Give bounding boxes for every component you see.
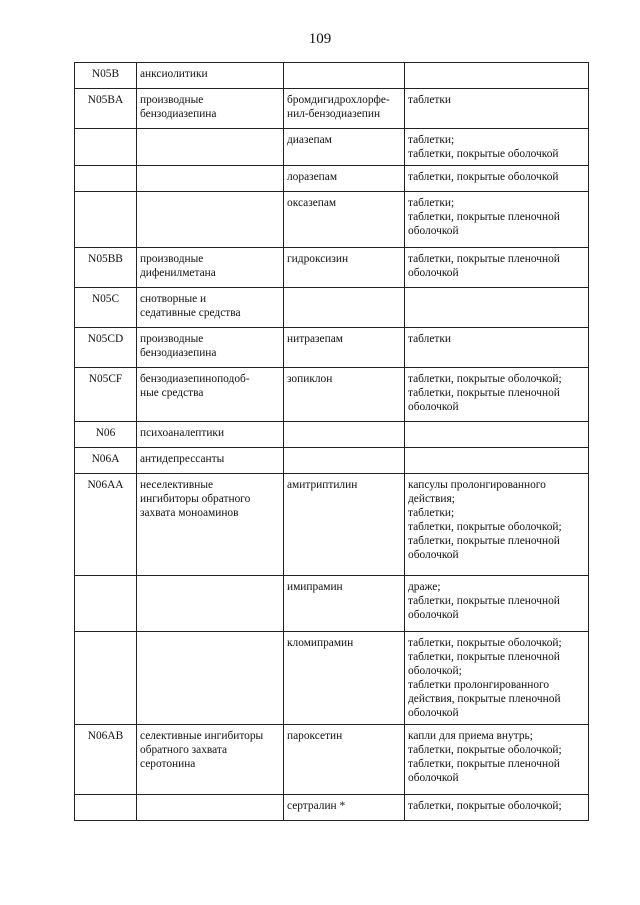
- atc-code-cell: N05CD: [75, 328, 137, 368]
- group-cell: [137, 89, 284, 129]
- group-line: дифенилметана: [140, 267, 216, 279]
- atc-code-cell: N06AB: [75, 725, 137, 795]
- dosage-form-line: таблетки;: [408, 197, 455, 209]
- drug-line: имипрамин: [287, 581, 343, 593]
- dosage-form-line: оболочкой;: [408, 665, 462, 677]
- atc-code-cell: N05BB: [75, 248, 137, 288]
- drug-cell: [284, 576, 405, 632]
- atc-code-cell: [75, 166, 137, 192]
- group-line: бензодиазепина: [140, 347, 217, 359]
- dosage-form-cell: [405, 129, 589, 166]
- table-row: [75, 328, 589, 368]
- drug-line: кломипрамин: [287, 637, 354, 649]
- drug-cell: [284, 288, 405, 328]
- group-cell: [137, 725, 284, 795]
- table-row: [75, 725, 589, 795]
- group-cell: [137, 328, 284, 368]
- dosage-form-line: оболочкой: [408, 401, 459, 413]
- drug-line: сертралин *: [287, 800, 346, 812]
- atc-code-cell: N05B: [75, 63, 137, 89]
- dosage-form-line: таблетки, покрытые оболочкой;: [408, 744, 562, 756]
- group-line: ные средства: [140, 387, 204, 399]
- drug-cell: [284, 166, 405, 192]
- dosage-form-line: таблетки, покрытые оболочкой: [408, 148, 559, 160]
- dosage-form-line: таблетки;: [408, 134, 455, 146]
- dosage-form-line: таблетки, покрытые оболочкой;: [408, 373, 562, 385]
- group-line: бензодиазепиноподоб-: [140, 373, 250, 385]
- group-cell: [137, 448, 284, 474]
- group-line: ингибиторы обратного: [140, 493, 251, 505]
- table-row: [75, 63, 589, 89]
- group-line: серотонина: [140, 758, 196, 770]
- dosage-form-cell: [405, 422, 589, 448]
- drug-line: нитразепам: [287, 333, 343, 345]
- dosage-form-line: таблетки;: [408, 507, 455, 519]
- drug-cell: [284, 248, 405, 288]
- drug-line: амитриптилин: [287, 479, 358, 491]
- atc-code-cell: N06A: [75, 448, 137, 474]
- table-row: [75, 166, 589, 192]
- drug-cell: [284, 63, 405, 89]
- group-line: антидепрессанты: [140, 453, 225, 465]
- drug-cell: [284, 725, 405, 795]
- table-row: [75, 192, 589, 248]
- drug-line: пароксетин: [287, 730, 343, 742]
- atc-code-cell: N06AA: [75, 474, 137, 576]
- atc-code-cell: [75, 129, 137, 166]
- table-row: [75, 632, 589, 725]
- table-row: [75, 129, 589, 166]
- group-cell: [137, 474, 284, 576]
- group-line: производные: [140, 94, 204, 106]
- group-cell: [137, 63, 284, 89]
- dosage-form-cell: [405, 368, 589, 422]
- dosage-form-line: таблетки, покрытые пленочной: [408, 758, 560, 770]
- dosage-form-line: капсулы пролонгированного: [408, 479, 546, 491]
- atc-code-cell: N05C: [75, 288, 137, 328]
- group-cell: [137, 192, 284, 248]
- group-cell: [137, 632, 284, 725]
- drug-cell: [284, 129, 405, 166]
- group-line: производные: [140, 253, 204, 265]
- table-row: [75, 474, 589, 576]
- atc-code-cell: [75, 795, 137, 821]
- dosage-form-line: оболочкой: [408, 267, 459, 279]
- dosage-form-line: оболочкой: [408, 772, 459, 784]
- dosage-form-line: таблетки, покрытые оболочкой;: [408, 800, 562, 812]
- dosage-form-line: действия;: [408, 493, 455, 505]
- dosage-form-line: таблетки, покрытые пленочной: [408, 253, 560, 265]
- drug-cell: [284, 474, 405, 576]
- drug-cell: [284, 368, 405, 422]
- dosage-form-line: таблетки, покрытые оболочкой: [408, 171, 559, 183]
- dosage-form-line: таблетки: [408, 333, 452, 345]
- drug-line: нил-бензодиазепин: [287, 108, 381, 120]
- table-row: [75, 89, 589, 129]
- dosage-form-cell: [405, 725, 589, 795]
- drug-line: лоразепам: [287, 171, 338, 183]
- group-cell: [137, 576, 284, 632]
- dosage-form-cell: [405, 166, 589, 192]
- dosage-form-line: оболочкой: [408, 225, 459, 237]
- drug-cell: [284, 422, 405, 448]
- atc-code-cell: [75, 576, 137, 632]
- group-cell: [137, 795, 284, 821]
- dosage-form-cell: [405, 248, 589, 288]
- table-body: [75, 63, 589, 821]
- group-cell: [137, 422, 284, 448]
- medication-table: [74, 62, 589, 821]
- drug-cell: [284, 192, 405, 248]
- atc-code-cell: [75, 632, 137, 725]
- atc-code-cell: [75, 192, 137, 248]
- group-cell: [137, 248, 284, 288]
- table-row: [75, 576, 589, 632]
- group-line: неселективные: [140, 479, 214, 491]
- group-cell: [137, 368, 284, 422]
- dosage-form-line: таблетки, покрытые пленочной: [408, 211, 560, 223]
- dosage-form-line: таблетки, покрытые пленочной: [408, 595, 560, 607]
- dosage-form-line: таблетки, покрытые пленочной: [408, 387, 560, 399]
- drug-cell: [284, 632, 405, 725]
- drug-line: гидроксизин: [287, 253, 349, 265]
- dosage-form-line: драже;: [408, 581, 441, 593]
- drug-cell: [284, 795, 405, 821]
- dosage-form-line: таблетки пролонгированного: [408, 679, 550, 691]
- group-line: седативные средства: [140, 307, 241, 319]
- group-cell: [137, 288, 284, 328]
- atc-code-cell: N05CF: [75, 368, 137, 422]
- drug-cell: [284, 448, 405, 474]
- table-row: [75, 795, 589, 821]
- group-cell: [137, 129, 284, 166]
- dosage-form-cell: [405, 576, 589, 632]
- dosage-form-cell: [405, 89, 589, 129]
- page-number: 109: [308, 31, 332, 47]
- dosage-form-cell: [405, 795, 589, 821]
- dosage-form-cell: [405, 474, 589, 576]
- dosage-form-cell: [405, 328, 589, 368]
- dosage-form-line: оболочкой: [408, 609, 459, 621]
- drug-line: зопиклон: [287, 373, 333, 385]
- drug-line: диазепам: [287, 134, 332, 146]
- drug-line: оксазепам: [287, 197, 337, 209]
- dosage-form-cell: [405, 288, 589, 328]
- dosage-form-line: капли для приема внутрь;: [408, 730, 533, 742]
- atc-code-cell: N05BA: [75, 89, 137, 129]
- dosage-form-line: таблетки, покрытые пленочной: [408, 535, 560, 547]
- dosage-form-line: действия, покрытые пленочной: [408, 693, 561, 705]
- dosage-form-line: таблетки, покрытые пленочной: [408, 651, 560, 663]
- group-line: снотворные и: [140, 293, 207, 305]
- table-row: [75, 448, 589, 474]
- dosage-form-line: таблетки, покрытые оболочкой;: [408, 637, 562, 649]
- group-line: бензодиазепина: [140, 108, 217, 120]
- dosage-form-cell: [405, 448, 589, 474]
- table-row: [75, 248, 589, 288]
- group-line: психоаналептики: [140, 427, 225, 439]
- dosage-form-line: оболочкой: [408, 707, 459, 719]
- dosage-form-line: таблетки, покрытые оболочкой;: [408, 521, 562, 533]
- drug-cell: [284, 89, 405, 129]
- dosage-form-line: оболочкой: [408, 549, 459, 561]
- dosage-form-line: таблетки: [408, 94, 452, 106]
- group-line: анксиолитики: [140, 68, 208, 80]
- group-line: обратного захвата: [140, 744, 228, 756]
- group-line: селективные ингибиторы: [140, 730, 264, 742]
- table-row: [75, 368, 589, 422]
- group-cell: [137, 166, 284, 192]
- table-row: [75, 422, 589, 448]
- dosage-form-cell: [405, 632, 589, 725]
- group-line: производные: [140, 333, 204, 345]
- group-line: захвата моноаминов: [140, 507, 239, 519]
- dosage-form-cell: [405, 63, 589, 89]
- dosage-form-cell: [405, 192, 589, 248]
- atc-code-cell: N06: [75, 422, 137, 448]
- drug-cell: [284, 328, 405, 368]
- drug-line: бромдигидрохлорфе-: [287, 94, 390, 106]
- table-row: [75, 288, 589, 328]
